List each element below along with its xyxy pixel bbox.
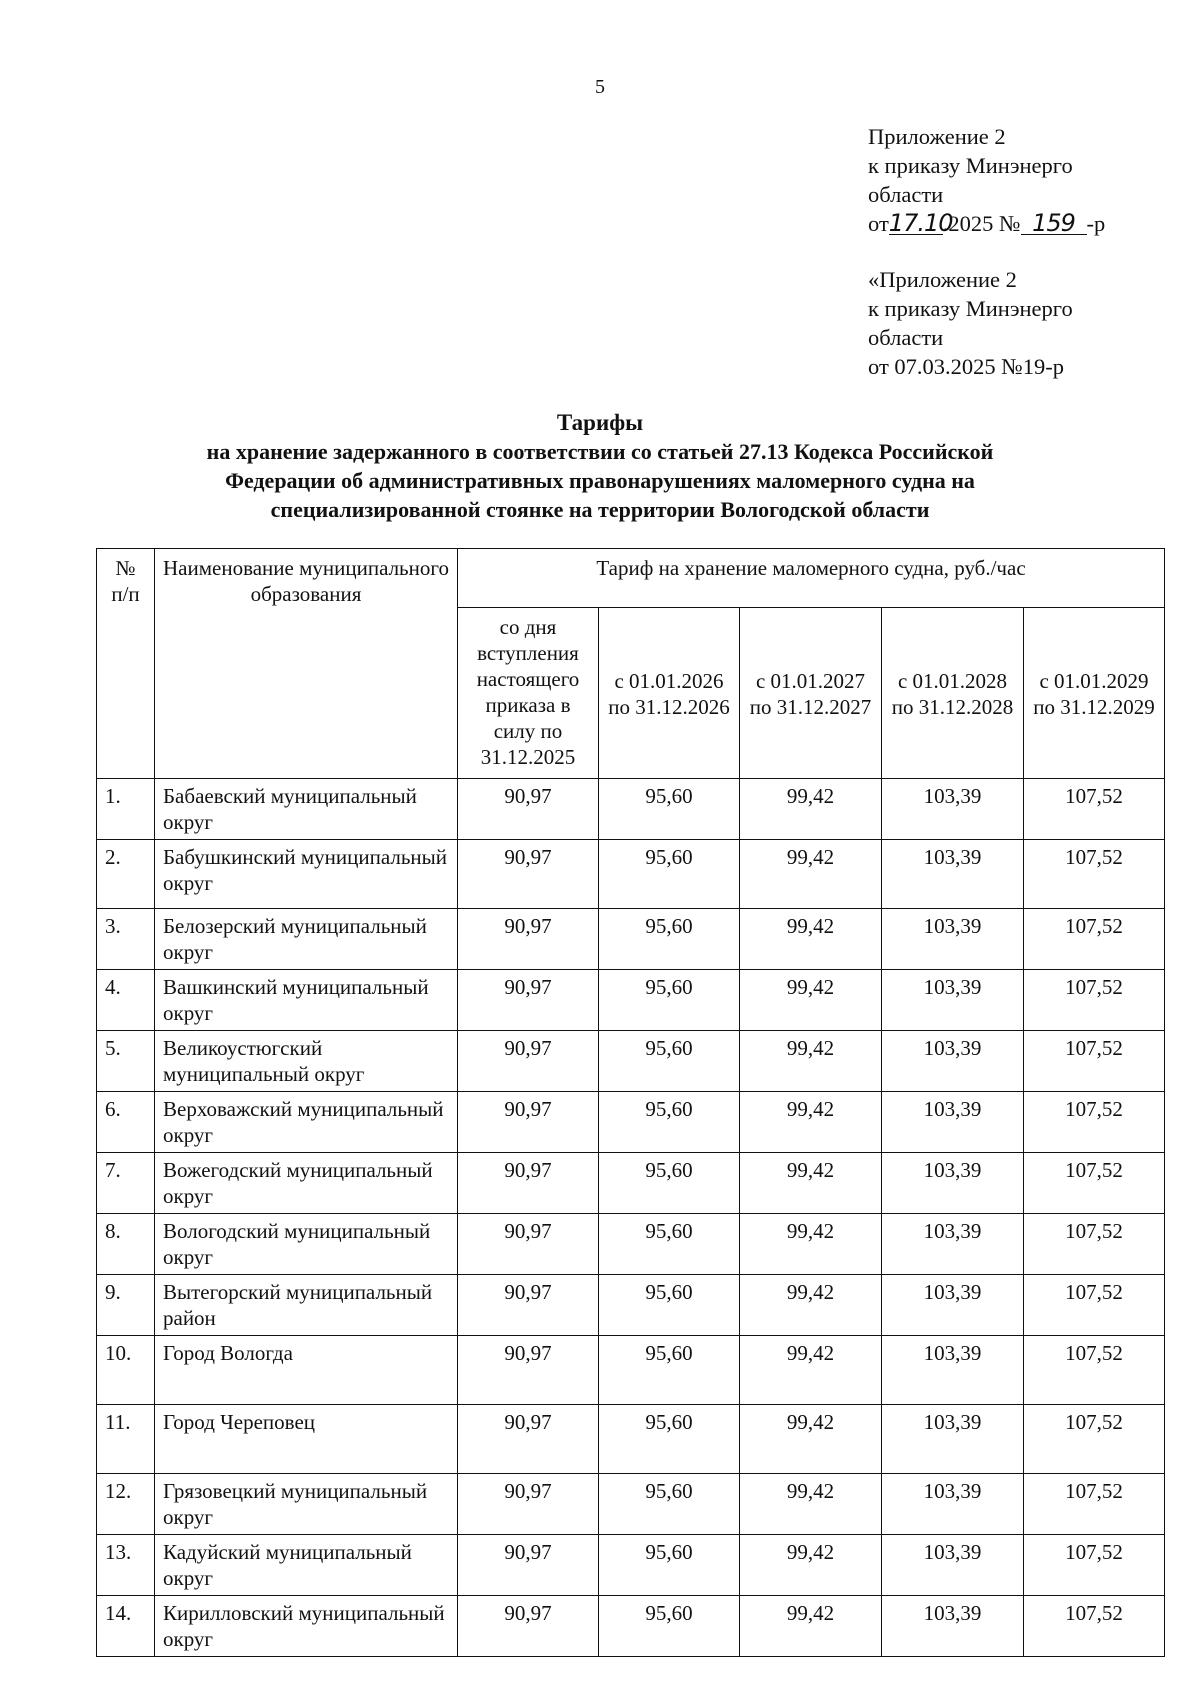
- row-value: 90,97: [458, 1405, 599, 1474]
- row-value: 90,97: [458, 1031, 599, 1092]
- row-value: 95,60: [599, 1535, 740, 1596]
- row-value: 95,60: [599, 1214, 740, 1275]
- row-number: 9.: [97, 1275, 155, 1336]
- row-value: 99,42: [740, 840, 882, 909]
- table-row: [97, 1153, 1165, 1214]
- row-number: 1.: [97, 779, 155, 840]
- row-number: 6.: [97, 1092, 155, 1153]
- row-value: 107,52: [1024, 1092, 1165, 1153]
- row-value: 95,60: [599, 1275, 740, 1336]
- header-period: с 01.01.2027 по 31.12.2027: [740, 608, 882, 779]
- row-municipality: Кирилловский муниципальный округ: [155, 1596, 458, 1657]
- table-row: [97, 1275, 1165, 1336]
- appendix-old-line3: области: [868, 325, 944, 350]
- row-number: 14.: [97, 1596, 155, 1657]
- row-number: 4.: [97, 970, 155, 1031]
- title-line2: на хранение задержанного в соответствии со статьей 27.13 Кодекса Российской: [206, 439, 994, 464]
- date-year: .2025 №: [942, 211, 1021, 236]
- row-value: 99,42: [740, 1405, 882, 1474]
- row-value: 95,60: [599, 1596, 740, 1657]
- row-municipality: Вашкинский муниципальный округ: [155, 970, 458, 1031]
- row-value: 90,97: [458, 779, 599, 840]
- row-municipality: Великоустюгский муниципальный округ: [155, 1031, 458, 1092]
- row-value: 107,52: [1024, 779, 1165, 840]
- row-value: 99,42: [740, 909, 882, 970]
- row-value: 95,60: [599, 779, 740, 840]
- row-value: 107,52: [1024, 909, 1165, 970]
- row-municipality: Город Вологда: [155, 1336, 458, 1405]
- row-value: 107,52: [1024, 1336, 1165, 1405]
- row-value: 90,97: [458, 1535, 599, 1596]
- appendix-new-line1: Приложение 2: [868, 124, 1006, 149]
- header-period: с 01.01.2026 по 31.12.2026: [599, 608, 740, 779]
- row-municipality: Город Череповец: [155, 1405, 458, 1474]
- row-value: 95,60: [599, 1405, 740, 1474]
- row-value: 103,39: [882, 1336, 1024, 1405]
- table-row: [97, 1214, 1165, 1275]
- date-prefix: от: [868, 211, 889, 236]
- row-value: 107,52: [1024, 1474, 1165, 1535]
- table-row: [97, 970, 1165, 1031]
- row-municipality: Верховажский муниципальный округ: [155, 1092, 458, 1153]
- row-number: 7.: [97, 1153, 155, 1214]
- appendix-new-line3: области: [868, 182, 944, 207]
- row-value: 95,60: [599, 1092, 740, 1153]
- appendix-old-line2: к приказу Минэнерго: [868, 296, 1073, 321]
- appendix-header-old: [868, 265, 1073, 381]
- row-value: 99,42: [740, 1336, 882, 1405]
- row-number: 8.: [97, 1214, 155, 1275]
- table-row: [97, 840, 1165, 909]
- row-value: 95,60: [599, 1336, 740, 1405]
- row-value: 103,39: [882, 1214, 1024, 1275]
- table-row: [97, 779, 1165, 840]
- row-municipality: Вожегодский муниципальный округ: [155, 1153, 458, 1214]
- row-value: 99,42: [740, 970, 882, 1031]
- row-value: 107,52: [1024, 1214, 1165, 1275]
- title-line3: Федерации об административных правонарушениях маломерного судна на: [225, 468, 975, 493]
- row-value: 103,39: [882, 909, 1024, 970]
- row-value: 103,39: [882, 1535, 1024, 1596]
- row-value: 107,52: [1024, 1596, 1165, 1657]
- appendix-header-new: [868, 122, 1105, 238]
- row-value: 90,97: [458, 909, 599, 970]
- appendix-old-line1: «Приложение 2: [868, 267, 1017, 292]
- row-number: 5.: [97, 1031, 155, 1092]
- document-title: [150, 408, 1050, 524]
- row-value: 90,97: [458, 970, 599, 1031]
- row-value: 99,42: [740, 1092, 882, 1153]
- row-value: 107,52: [1024, 1275, 1165, 1336]
- row-value: 107,52: [1024, 1405, 1165, 1474]
- row-value: 90,97: [458, 1474, 599, 1535]
- row-municipality: Белозерский муниципальный округ: [155, 909, 458, 970]
- row-value: 95,60: [599, 909, 740, 970]
- appendix-new-date-line: [868, 209, 1105, 238]
- row-value: 90,97: [458, 1153, 599, 1214]
- row-number: 13.: [97, 1535, 155, 1596]
- row-value: 107,52: [1024, 970, 1165, 1031]
- row-value: 103,39: [882, 1474, 1024, 1535]
- row-municipality: Кадуйский муниципальный округ: [155, 1535, 458, 1596]
- row-number: 12.: [97, 1474, 155, 1535]
- row-value: 103,39: [882, 1275, 1024, 1336]
- header-number: № п/п: [97, 549, 155, 779]
- table-row: [97, 1031, 1165, 1092]
- header-tariff: Тариф на хранение маломерного судна, руб./час: [458, 549, 1165, 608]
- row-value: 103,39: [882, 1153, 1024, 1214]
- header-period: с 01.01.2029 по 31.12.2029: [1024, 608, 1165, 779]
- row-value: 95,60: [599, 1474, 740, 1535]
- tariff-table: [96, 548, 1165, 1657]
- row-value: 95,60: [599, 1153, 740, 1214]
- row-value: 99,42: [740, 1031, 882, 1092]
- row-value: 90,97: [458, 840, 599, 909]
- row-value: 99,42: [740, 779, 882, 840]
- table-row: [97, 1405, 1165, 1474]
- row-value: 95,60: [599, 970, 740, 1031]
- row-value: 99,42: [740, 1474, 882, 1535]
- row-municipality: Бабаевский муниципальный округ: [155, 779, 458, 840]
- row-value: 103,39: [882, 1092, 1024, 1153]
- row-value: 107,52: [1024, 1153, 1165, 1214]
- row-value: 107,52: [1024, 1535, 1165, 1596]
- table-row: [97, 1336, 1165, 1405]
- row-value: 107,52: [1024, 840, 1165, 909]
- row-value: 103,39: [882, 840, 1024, 909]
- row-value: 95,60: [599, 1031, 740, 1092]
- appendix-new-line2: к приказу Минэнерго: [868, 153, 1073, 178]
- title-line1: Тарифы: [556, 410, 644, 435]
- row-municipality: Грязовецкий муниципальный округ: [155, 1474, 458, 1535]
- title-line4: специализированной стоянке на территории Вологодской области: [270, 497, 930, 522]
- row-value: 103,39: [882, 1031, 1024, 1092]
- table-row: [97, 1535, 1165, 1596]
- number-suffix: -р: [1086, 211, 1106, 236]
- row-number: 11.: [97, 1405, 155, 1474]
- row-value: 99,42: [740, 1596, 882, 1657]
- row-municipality: Вологодский муниципальный округ: [155, 1214, 458, 1275]
- row-value: 90,97: [458, 1214, 599, 1275]
- row-value: 99,42: [740, 1535, 882, 1596]
- handwritten-order-number: 159: [1021, 212, 1087, 235]
- page-number: 5: [595, 76, 605, 98]
- header-period: со дня вступления настоящего приказа в силу по 31.12.2025: [458, 608, 599, 779]
- row-number: 3.: [97, 909, 155, 970]
- row-value: 99,42: [740, 1153, 882, 1214]
- row-number: 2.: [97, 840, 155, 909]
- row-value: 107,52: [1024, 1031, 1165, 1092]
- table-row: [97, 1596, 1165, 1657]
- handwritten-date: 17.10: [888, 209, 953, 237]
- header-period: с 01.01.2028 по 31.12.2028: [882, 608, 1024, 779]
- row-value: 103,39: [882, 1405, 1024, 1474]
- row-number: 10.: [97, 1336, 155, 1405]
- row-value: 99,42: [740, 1275, 882, 1336]
- row-value: 90,97: [458, 1336, 599, 1405]
- table-row: [97, 909, 1165, 970]
- row-municipality: Бабушкинский муниципальный округ: [155, 840, 458, 909]
- row-value: 90,97: [458, 1275, 599, 1336]
- row-value: 99,42: [740, 1214, 882, 1275]
- row-value: 90,97: [458, 1092, 599, 1153]
- table-row: [97, 1474, 1165, 1535]
- row-value: 103,39: [882, 1596, 1024, 1657]
- row-value: 90,97: [458, 1596, 599, 1657]
- row-value: 103,39: [882, 970, 1024, 1031]
- appendix-old-line4: от 07.03.2025 №19-р: [868, 354, 1064, 379]
- row-municipality: Вытегорский муниципальный район: [155, 1275, 458, 1336]
- header-municipality: Наименование муниципального образования: [155, 549, 458, 779]
- table-row: [97, 1092, 1165, 1153]
- row-value: 103,39: [882, 779, 1024, 840]
- row-value: 95,60: [599, 840, 740, 909]
